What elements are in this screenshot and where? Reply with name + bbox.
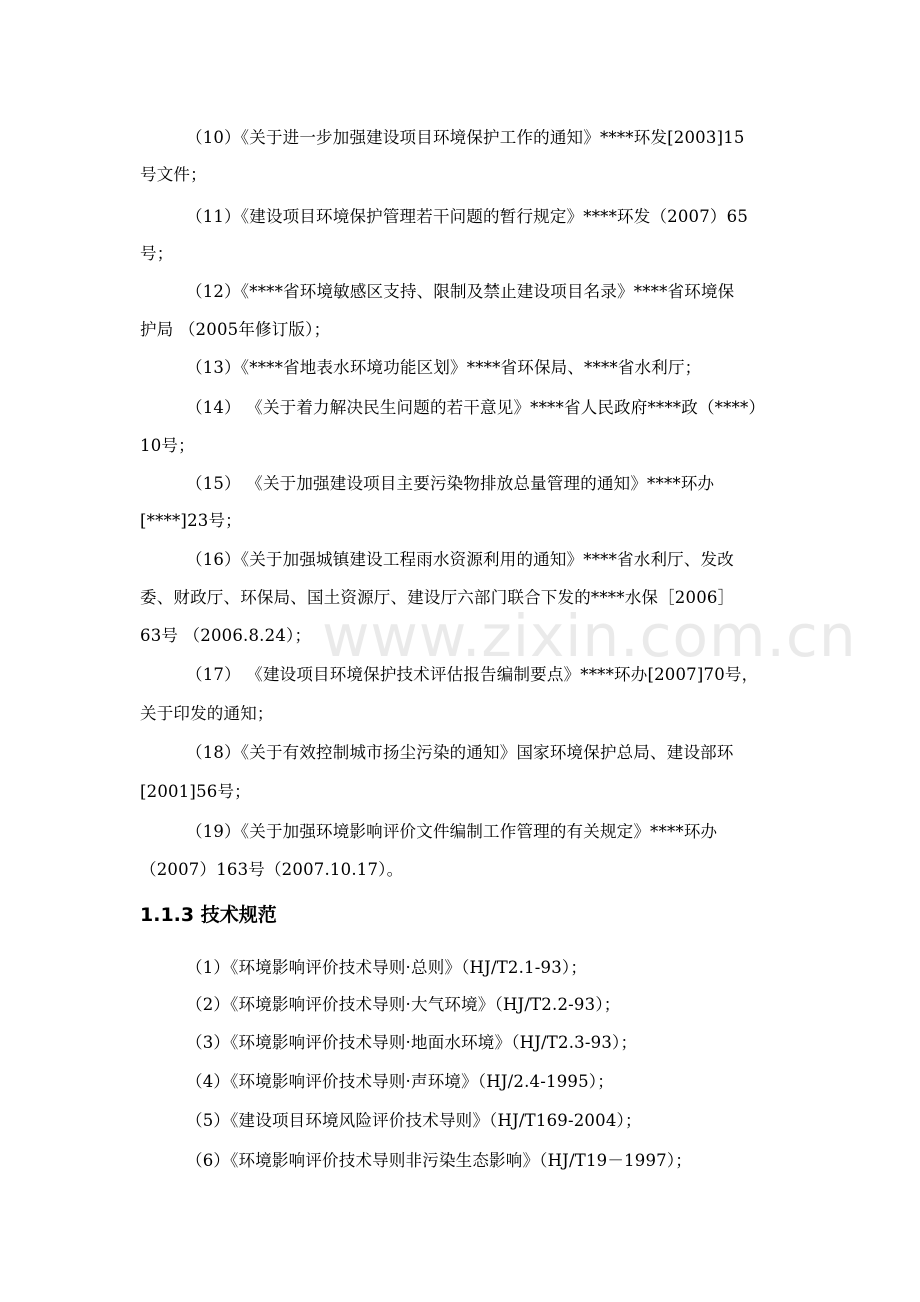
regulation-item-10-line-2: 号文件； [140,165,207,184]
regulation-item-10-line-1: （10）《关于进一步加强建设项目环境保护工作的通知》****环发[2003]15 [186,128,745,147]
regulation-item-12-line-2: 护局 （2005年修订版）； [140,320,331,339]
regulation-item-16-line-2: 委、财政厅、环保局、国土资源厅、建设厅六部门联合下发的****水保［2006］ [140,588,735,607]
regulation-item-14-line-1: （14） 《关于着力解决民生问题的若干意见》****省人民政府****政（****） [186,398,766,417]
regulation-item-16-line-1: （16）《关于加强城镇建设工程雨水资源利用的通知》****省水利厅、发改 [186,550,734,569]
regulation-item-16-line-3: 63号 （2006.8.24）； [140,626,312,645]
tech-spec-item-1: （1）《环境影响评价技术导则·总则》（HJ/T2.1-93）； [186,958,588,977]
regulation-item-15-line-2: [****]23号； [140,511,242,530]
watermark: www.zixin.com.cn [322,602,857,670]
regulation-item-17-line-2: 关于印发的通知； [140,704,274,723]
regulation-item-18-line-2: [2001]56号； [140,782,251,801]
section-heading: 1.1.3 技术规范 [140,904,277,926]
regulation-item-19-line-1: （19）《关于加强环境影响评价文件编制工作管理的有关规定》****环办 [186,822,718,841]
tech-spec-item-4: （4）《环境影响评价技术导则·声环境》（HJ/2.4-1995）； [186,1072,614,1091]
regulation-item-12-line-1: （12）《****省环境敏感区支持、限制及禁止建设项目名录》****省环境保 [186,282,735,301]
tech-spec-item-2: （2）《环境影响评价技术导则·大气环境》（HJ/T2.2-93）； [186,995,621,1014]
regulation-item-19-line-2: （2007）163号（2007.10.17）。 [140,860,404,879]
regulation-item-11-line-1: （11）《建设项目环境保护管理若干问题的暂行规定》****环发（2007）65 [186,207,749,226]
regulation-item-18-line-1: （18）《关于有效控制城市扬尘污染的通知》国家环境保护总局、建设部环 [186,743,734,762]
regulation-item-11-line-2: 号； [140,244,174,263]
regulation-item-14-line-2: 10号； [140,436,195,455]
tech-spec-item-6: （6）《环境影响评价技术导则非污染生态影响》（HJ/T19－1997）； [186,1151,693,1170]
regulation-item-13-line-1: （13）《****省地表水环境功能区划》****省环保局、****省水利厅； [186,358,702,377]
tech-spec-item-3: （3）《环境影响评价技术导则·地面水环境》（HJ/T2.3-93）； [186,1033,638,1052]
regulation-item-17-line-1: （17） 《建设项目环境保护技术评估报告编制要点》****环办[2007]70号， [186,665,759,684]
regulation-item-15-line-1: （15） 《关于加强建设项目主要污染物排放总量管理的通知》****环办 [186,474,715,493]
tech-spec-item-5: （5）《建设项目环境风险评价技术导则》（HJ/T169-2004）； [186,1111,642,1130]
